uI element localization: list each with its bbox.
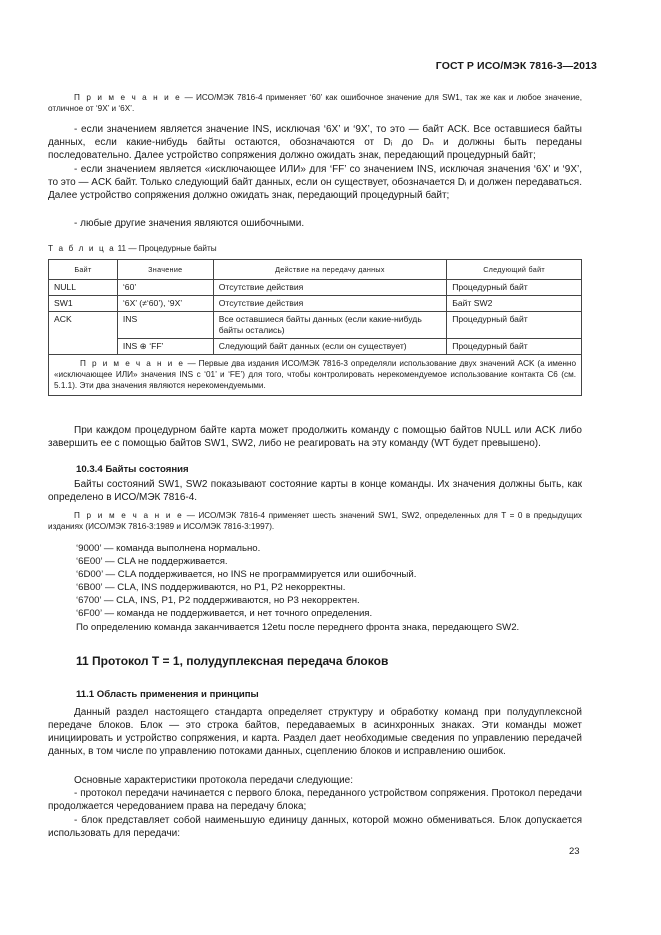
cell-next: Процедурный байт xyxy=(447,339,582,355)
col-header-action: Действие на передачу данных xyxy=(213,260,446,280)
list-item: ‘6E00’ — CLA не поддерживается. xyxy=(76,556,228,568)
section-11-1-bullet: - блок представляет собой наименьшую единицу данных, которой можно обмениваться. Блок допускается использовать для передачи: xyxy=(48,815,582,839)
table-row xyxy=(49,312,582,339)
list-item: ‘6B00’ — CLA, INS поддерживаются, но P1, P2 некорректны. xyxy=(76,582,346,594)
table-row xyxy=(49,296,582,312)
cell-value: INS xyxy=(117,312,213,339)
section-10-3-4-text: Байты состояний SW1, SW2 показывают состояние карты в конце команды. Их значения должны быть, как определено в ИСО/МЭК 7816-4. xyxy=(48,479,582,503)
cell-next: Процедурный байт xyxy=(447,312,582,339)
procedure-bytes-table xyxy=(48,259,582,396)
section-11-1-lead: Основные характеристики протокола передачи следующие: xyxy=(74,775,354,786)
col-header-next: Следующий байт xyxy=(447,260,582,280)
cell-byte: SW1 xyxy=(49,296,118,312)
table-note xyxy=(49,355,582,396)
cell-action: Все оставшиеся байты данных (если какие-нибудь байты остались) xyxy=(213,312,446,339)
table-caption xyxy=(48,242,582,255)
cell-action: Отсутствие действия xyxy=(213,296,446,312)
section-11-title: 11 Протокол T = 1, полудуплексная передача блоков xyxy=(76,654,389,668)
note-text: — ИСО/МЭК 7816-4 применяет шесть значений SW1, SW2, определенных для T = 0 в предыдущих изданиях (ИСО/МЭК 7816-3:1989 и ИСО/МЭК 7816-3:1997). xyxy=(48,511,582,531)
cell-value: ‘60’ xyxy=(117,280,213,296)
cell-value: ‘6X’ (≠‘60’), ‘9X’ xyxy=(117,296,213,312)
section-10-3-4-title: 10.3.4 Байты состояния xyxy=(76,464,189,475)
table-header-row xyxy=(49,260,582,280)
table-note-text: — Первые два издания ИСО/МЭК 7816-3 определяли использование двух значений ACK (а именно «исключающее ИЛИ» значения INS с ‘01’ и ‘FE’) для того, чтобы контролировать нерекомендуемое использование контакта С6 (см. 5.1.1). Эти два значения являются нерекомендуемыми. xyxy=(54,359,577,390)
bullet-ins: - если значением является значение INS, исключая ‘6X’ и ‘9X’, то это — байт АСК. Все оставшиеся байты данных, если какие-нибудь байты остаются, обозначаются от Dᵢ до Dₙ и должны быть переданы последовательно. Далее устройство сопряжения должно ожидать знак, передающий процедурный байт; xyxy=(48,124,582,161)
cell-value: INS ⊕ ‘FF’ xyxy=(117,339,213,355)
col-header-value: Значение xyxy=(117,260,213,280)
table-row xyxy=(49,280,582,296)
table-caption-label: Т а б л и ц а xyxy=(48,244,116,253)
table-row xyxy=(49,339,582,355)
section-10-3-4-note xyxy=(48,510,582,532)
bullet-other: - любые другие значения являются ошибочными. xyxy=(74,218,305,229)
cell-next: Процедурный байт xyxy=(447,280,582,296)
list-item: По определению команда заканчивается 12etu после переднего фронта знака, передающего SW2. xyxy=(76,621,520,633)
cell-action: Следующий байт данных (если он существует) xyxy=(213,339,446,355)
section-11-1-bullet: - протокол передачи начинается с первого блока, переданного устройством сопряжения. Протокол передачи продолжается чередованием права на передачу блока; xyxy=(48,788,582,812)
cell-next: Байт SW2 xyxy=(447,296,582,312)
note-label: П р и м е ч а н и е xyxy=(74,511,184,520)
list-item: ‘6F00’ — команда не поддерживается, и нет точного определения. xyxy=(76,608,373,620)
table-note-row xyxy=(49,355,582,396)
list-item: ‘6D00’ — CLA поддерживается, но INS не программируется или ошибочный. xyxy=(76,569,417,581)
list-item: ‘6700’ — CLA, INS, P1, P2 поддерживаются, но P3 некорректен. xyxy=(76,595,360,607)
table-note-label: П р и м е ч а н и е xyxy=(80,359,185,368)
bullet-xor: - если значением является «исключающее ИЛИ» для ‘FF’ со значением INS, исключая значения ‘6X’ и ‘9X’, то это — ACK байт. Только следующий байт данных, если он существует, обозначается Dᵢ и должен передаваться. Далее устройство сопряжения должно ожидать знак, передающий процедурный байт; xyxy=(48,164,582,201)
status-codes-list xyxy=(76,542,519,634)
list-item: ‘9000’ — команда выполнена нормально. xyxy=(76,543,261,554)
cell-byte: ACK xyxy=(49,312,118,355)
paragraph-after-table: При каждом процедурном байте карта может продолжить команду с помощью байтов NULL или ACK либо завершить ее с помощью байтов SW1, SW2, либо не реагировать на эту команду (WT будет превышено). xyxy=(48,425,582,449)
note-text: — ИСО/МЭК 7816-4 применяет ‘60’ как ошибочное значение для SW1, так же как и любое значение, отличное от ‘9X’ и ‘6X’. xyxy=(48,93,582,113)
cell-action: Отсутствие действия xyxy=(213,280,446,296)
note-label: П р и м е ч а н и е xyxy=(74,93,182,102)
col-header-byte: Байт xyxy=(49,260,118,280)
cell-byte: NULL xyxy=(49,280,118,296)
table-caption-text: 11 — Процедурные байты xyxy=(115,244,217,253)
section-11-1-paragraph: Данный раздел настоящего стандарта определяет структуру и обработку команд при полудуплексной передаче блоков. Блок — это строка байтов, передаваемых в асинхронных знаках. Эти команды может инициировать и устройство сопряжения, и карта. Раздел дает необходимые сведения по управлению передачей данных, в том числе по управлению потоками данных, сцеплению блоков и исправлению ошибок. xyxy=(48,707,582,757)
standard-header: ГОСТ Р ИСО/МЭК 7816-3—2013 xyxy=(435,60,597,72)
note-paragraph xyxy=(48,92,582,114)
page-number: 23 xyxy=(569,846,580,857)
section-11-1-title: 11.1 Область применения и принципы xyxy=(76,689,259,700)
